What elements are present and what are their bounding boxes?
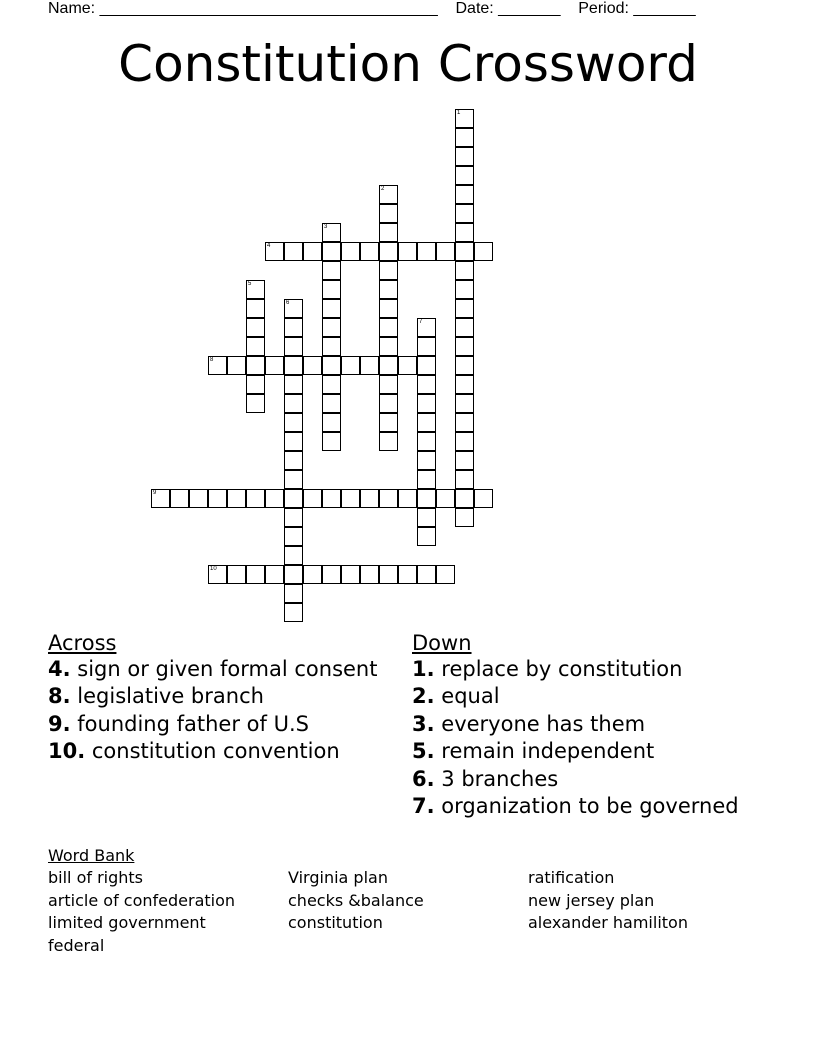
clue-number: 5: [248, 281, 252, 287]
grid-cell[interactable]: [246, 280, 265, 299]
clue-number: 9: [153, 490, 157, 496]
grid-cell[interactable]: [322, 280, 341, 299]
grid-cell[interactable]: [379, 204, 398, 223]
word-bank-column: [48, 867, 235, 957]
grid-cell[interactable]: [208, 356, 227, 375]
grid-cell[interactable]: [455, 318, 474, 337]
grid-cell[interactable]: [246, 318, 265, 337]
grid-cell[interactable]: [474, 242, 493, 261]
word-bank-item: limited government: [48, 913, 206, 932]
grid-cell[interactable]: [151, 489, 170, 508]
grid-cell[interactable]: [379, 299, 398, 318]
grid-cell[interactable]: [455, 508, 474, 527]
grid-cell[interactable]: [341, 565, 360, 584]
word-bank-title: Word Bank: [48, 846, 135, 865]
grid-cell[interactable]: [341, 489, 360, 508]
grid-cell[interactable]: [284, 584, 303, 603]
word-bank-item: ratification: [528, 868, 615, 887]
grid-cell[interactable]: [379, 318, 398, 337]
grid-cell[interactable]: [284, 508, 303, 527]
grid-cell[interactable]: [436, 242, 455, 261]
clue-number: 8: [210, 357, 214, 363]
word-bank-item: bill of rights: [48, 868, 144, 887]
grid-cell[interactable]: [322, 242, 341, 261]
across-heading: Across: [48, 631, 117, 655]
grid-cell[interactable]: [379, 356, 398, 375]
grid-cell[interactable]: [379, 432, 398, 451]
across-clues: [48, 630, 408, 766]
grid-cell[interactable]: [455, 261, 474, 280]
down-clue: 6. 3 branches: [412, 766, 559, 791]
grid-cell[interactable]: [379, 223, 398, 242]
grid-cell[interactable]: [322, 413, 341, 432]
word-bank-item: article of confederation: [48, 890, 236, 910]
grid-cell[interactable]: [455, 470, 474, 489]
grid-cell[interactable]: [322, 337, 341, 356]
grid-cell[interactable]: [227, 489, 246, 508]
down-clue: 2. equal: [412, 684, 500, 709]
grid-cell[interactable]: [322, 489, 341, 508]
grid-cell[interactable]: [455, 242, 474, 261]
grid-cell[interactable]: [303, 356, 322, 375]
clue-number: 6: [286, 300, 290, 306]
down-clues: [412, 630, 792, 820]
grid-cell[interactable]: [322, 432, 341, 451]
grid-cell[interactable]: [455, 147, 474, 166]
clue-number: 2: [381, 186, 385, 192]
word-bank-column: [288, 867, 424, 935]
word-bank-item: constitution: [288, 913, 383, 932]
grid-cell[interactable]: [322, 394, 341, 413]
grid-cell[interactable]: [379, 185, 398, 204]
grid-cell[interactable]: [360, 356, 379, 375]
grid-cell[interactable]: [455, 299, 474, 318]
grid-cell[interactable]: [417, 375, 436, 394]
grid-cell[interactable]: [417, 337, 436, 356]
grid-cell[interactable]: [189, 489, 208, 508]
grid-cell[interactable]: [417, 451, 436, 470]
grid-cell[interactable]: [284, 413, 303, 432]
grid-cell[interactable]: [398, 242, 417, 261]
clue-number: 7: [419, 319, 423, 325]
grid-cell[interactable]: [322, 375, 341, 394]
grid-cell[interactable]: [246, 565, 265, 584]
word-bank-item: alexander hamiliton: [528, 913, 688, 932]
grid-cell[interactable]: [455, 489, 474, 508]
grid-cell[interactable]: [246, 356, 265, 375]
grid-cell[interactable]: [417, 242, 436, 261]
grid-cell[interactable]: [265, 242, 284, 261]
grid-cell[interactable]: [455, 166, 474, 185]
grid-cell[interactable]: [455, 280, 474, 299]
grid-cell[interactable]: [284, 603, 303, 622]
grid-cell[interactable]: [322, 356, 341, 375]
across-clue: 10. constitution convention: [48, 739, 340, 764]
grid-cell[interactable]: [265, 489, 284, 508]
word-bank-item: checks &balance: [288, 890, 424, 910]
grid-cell[interactable]: [455, 375, 474, 394]
grid-cell[interactable]: [455, 451, 474, 470]
across-clue: 9. founding father of U.S: [48, 711, 309, 736]
grid-cell[interactable]: [455, 356, 474, 375]
grid-cell[interactable]: [398, 489, 417, 508]
grid-cell[interactable]: [322, 299, 341, 318]
grid-cell[interactable]: [455, 337, 474, 356]
down-clue: 5. remain independent: [412, 739, 655, 764]
grid-cell[interactable]: [341, 242, 360, 261]
grid-cell[interactable]: [170, 489, 189, 508]
grid-cell[interactable]: [455, 204, 474, 223]
grid-cell[interactable]: [284, 451, 303, 470]
grid-cell[interactable]: [455, 413, 474, 432]
grid-cell[interactable]: [208, 565, 227, 584]
grid-cell[interactable]: [398, 565, 417, 584]
word-bank-column: [528, 867, 688, 935]
grid-cell[interactable]: [398, 356, 417, 375]
grid-cell[interactable]: [379, 489, 398, 508]
grid-cell[interactable]: [474, 489, 493, 508]
grid-cell[interactable]: [246, 394, 265, 413]
grid-cell[interactable]: [246, 375, 265, 394]
grid-cell[interactable]: [455, 128, 474, 147]
grid-cell[interactable]: [246, 489, 265, 508]
grid-cell[interactable]: [455, 394, 474, 413]
grid-cell[interactable]: [379, 375, 398, 394]
student-info-line: Name: ______________________________________ Date: _______ Period: _______: [48, 0, 696, 17]
grid-cell[interactable]: [284, 470, 303, 489]
grid-cell[interactable]: [379, 337, 398, 356]
grid-cell[interactable]: [417, 565, 436, 584]
grid-cell[interactable]: [436, 489, 455, 508]
grid-cell[interactable]: [246, 299, 265, 318]
grid-cell[interactable]: [417, 413, 436, 432]
grid-cell[interactable]: [379, 280, 398, 299]
grid-cell[interactable]: [417, 489, 436, 508]
clue-number: 3: [324, 224, 328, 230]
grid-cell[interactable]: [265, 565, 284, 584]
grid-cell[interactable]: [379, 413, 398, 432]
grid-cell[interactable]: [417, 432, 436, 451]
grid-cell[interactable]: [284, 394, 303, 413]
word-bank-item: federal: [48, 935, 105, 955]
grid-cell[interactable]: [284, 356, 303, 375]
clue-number: 4: [267, 243, 271, 249]
grid-cell[interactable]: [322, 223, 341, 242]
grid-cell[interactable]: [379, 261, 398, 280]
clue-number: 10: [210, 566, 217, 572]
grid-cell[interactable]: [284, 299, 303, 318]
grid-cell[interactable]: [417, 394, 436, 413]
grid-cell[interactable]: [436, 565, 455, 584]
grid-cell[interactable]: [284, 565, 303, 584]
grid-cell[interactable]: [284, 242, 303, 261]
grid-cell[interactable]: [303, 242, 322, 261]
grid-cell[interactable]: [284, 546, 303, 565]
grid-cell[interactable]: [322, 318, 341, 337]
grid-cell[interactable]: [417, 318, 436, 337]
down-clue: 1. replace by constitution: [412, 657, 683, 681]
grid-cell[interactable]: [417, 356, 436, 375]
grid-cell[interactable]: [284, 432, 303, 451]
grid-cell[interactable]: [208, 489, 227, 508]
grid-cell[interactable]: [227, 356, 246, 375]
grid-cell[interactable]: [265, 356, 284, 375]
across-clue: 8. legislative branch: [48, 684, 264, 709]
grid-cell[interactable]: [417, 527, 436, 546]
grid-cell[interactable]: [360, 242, 379, 261]
grid-cell[interactable]: [360, 489, 379, 508]
word-bank-item: Virginia plan: [288, 868, 388, 887]
grid-cell[interactable]: [379, 394, 398, 413]
grid-cell[interactable]: [455, 109, 474, 128]
down-heading: Down: [412, 631, 472, 655]
word-bank-item: new jersey plan: [528, 890, 655, 910]
grid-cell[interactable]: [322, 261, 341, 280]
grid-cell[interactable]: [417, 470, 436, 489]
grid-cell[interactable]: [284, 375, 303, 394]
grid-cell[interactable]: [303, 489, 322, 508]
grid-cell[interactable]: [455, 185, 474, 204]
down-clue: 3. everyone has them: [412, 711, 646, 736]
grid-cell[interactable]: [379, 242, 398, 261]
grid-cell[interactable]: [284, 337, 303, 356]
grid-cell[interactable]: [455, 432, 474, 451]
grid-cell[interactable]: [360, 565, 379, 584]
grid-cell[interactable]: [455, 223, 474, 242]
grid-cell[interactable]: [284, 318, 303, 337]
page-title: Constitution Crossword: [118, 35, 698, 93]
clue-number: 1: [457, 110, 461, 116]
grid-cell[interactable]: [379, 565, 398, 584]
grid-cell[interactable]: [227, 565, 246, 584]
grid-cell[interactable]: [322, 565, 341, 584]
down-clue: 7. organization to be governed: [412, 794, 739, 819]
grid-cell[interactable]: [341, 356, 360, 375]
grid-cell[interactable]: [246, 337, 265, 356]
across-clue: 4. sign or given formal consent: [48, 657, 378, 681]
grid-cell[interactable]: [303, 565, 322, 584]
grid-cell[interactable]: [417, 508, 436, 527]
grid-cell[interactable]: [284, 489, 303, 508]
grid-cell[interactable]: [284, 527, 303, 546]
